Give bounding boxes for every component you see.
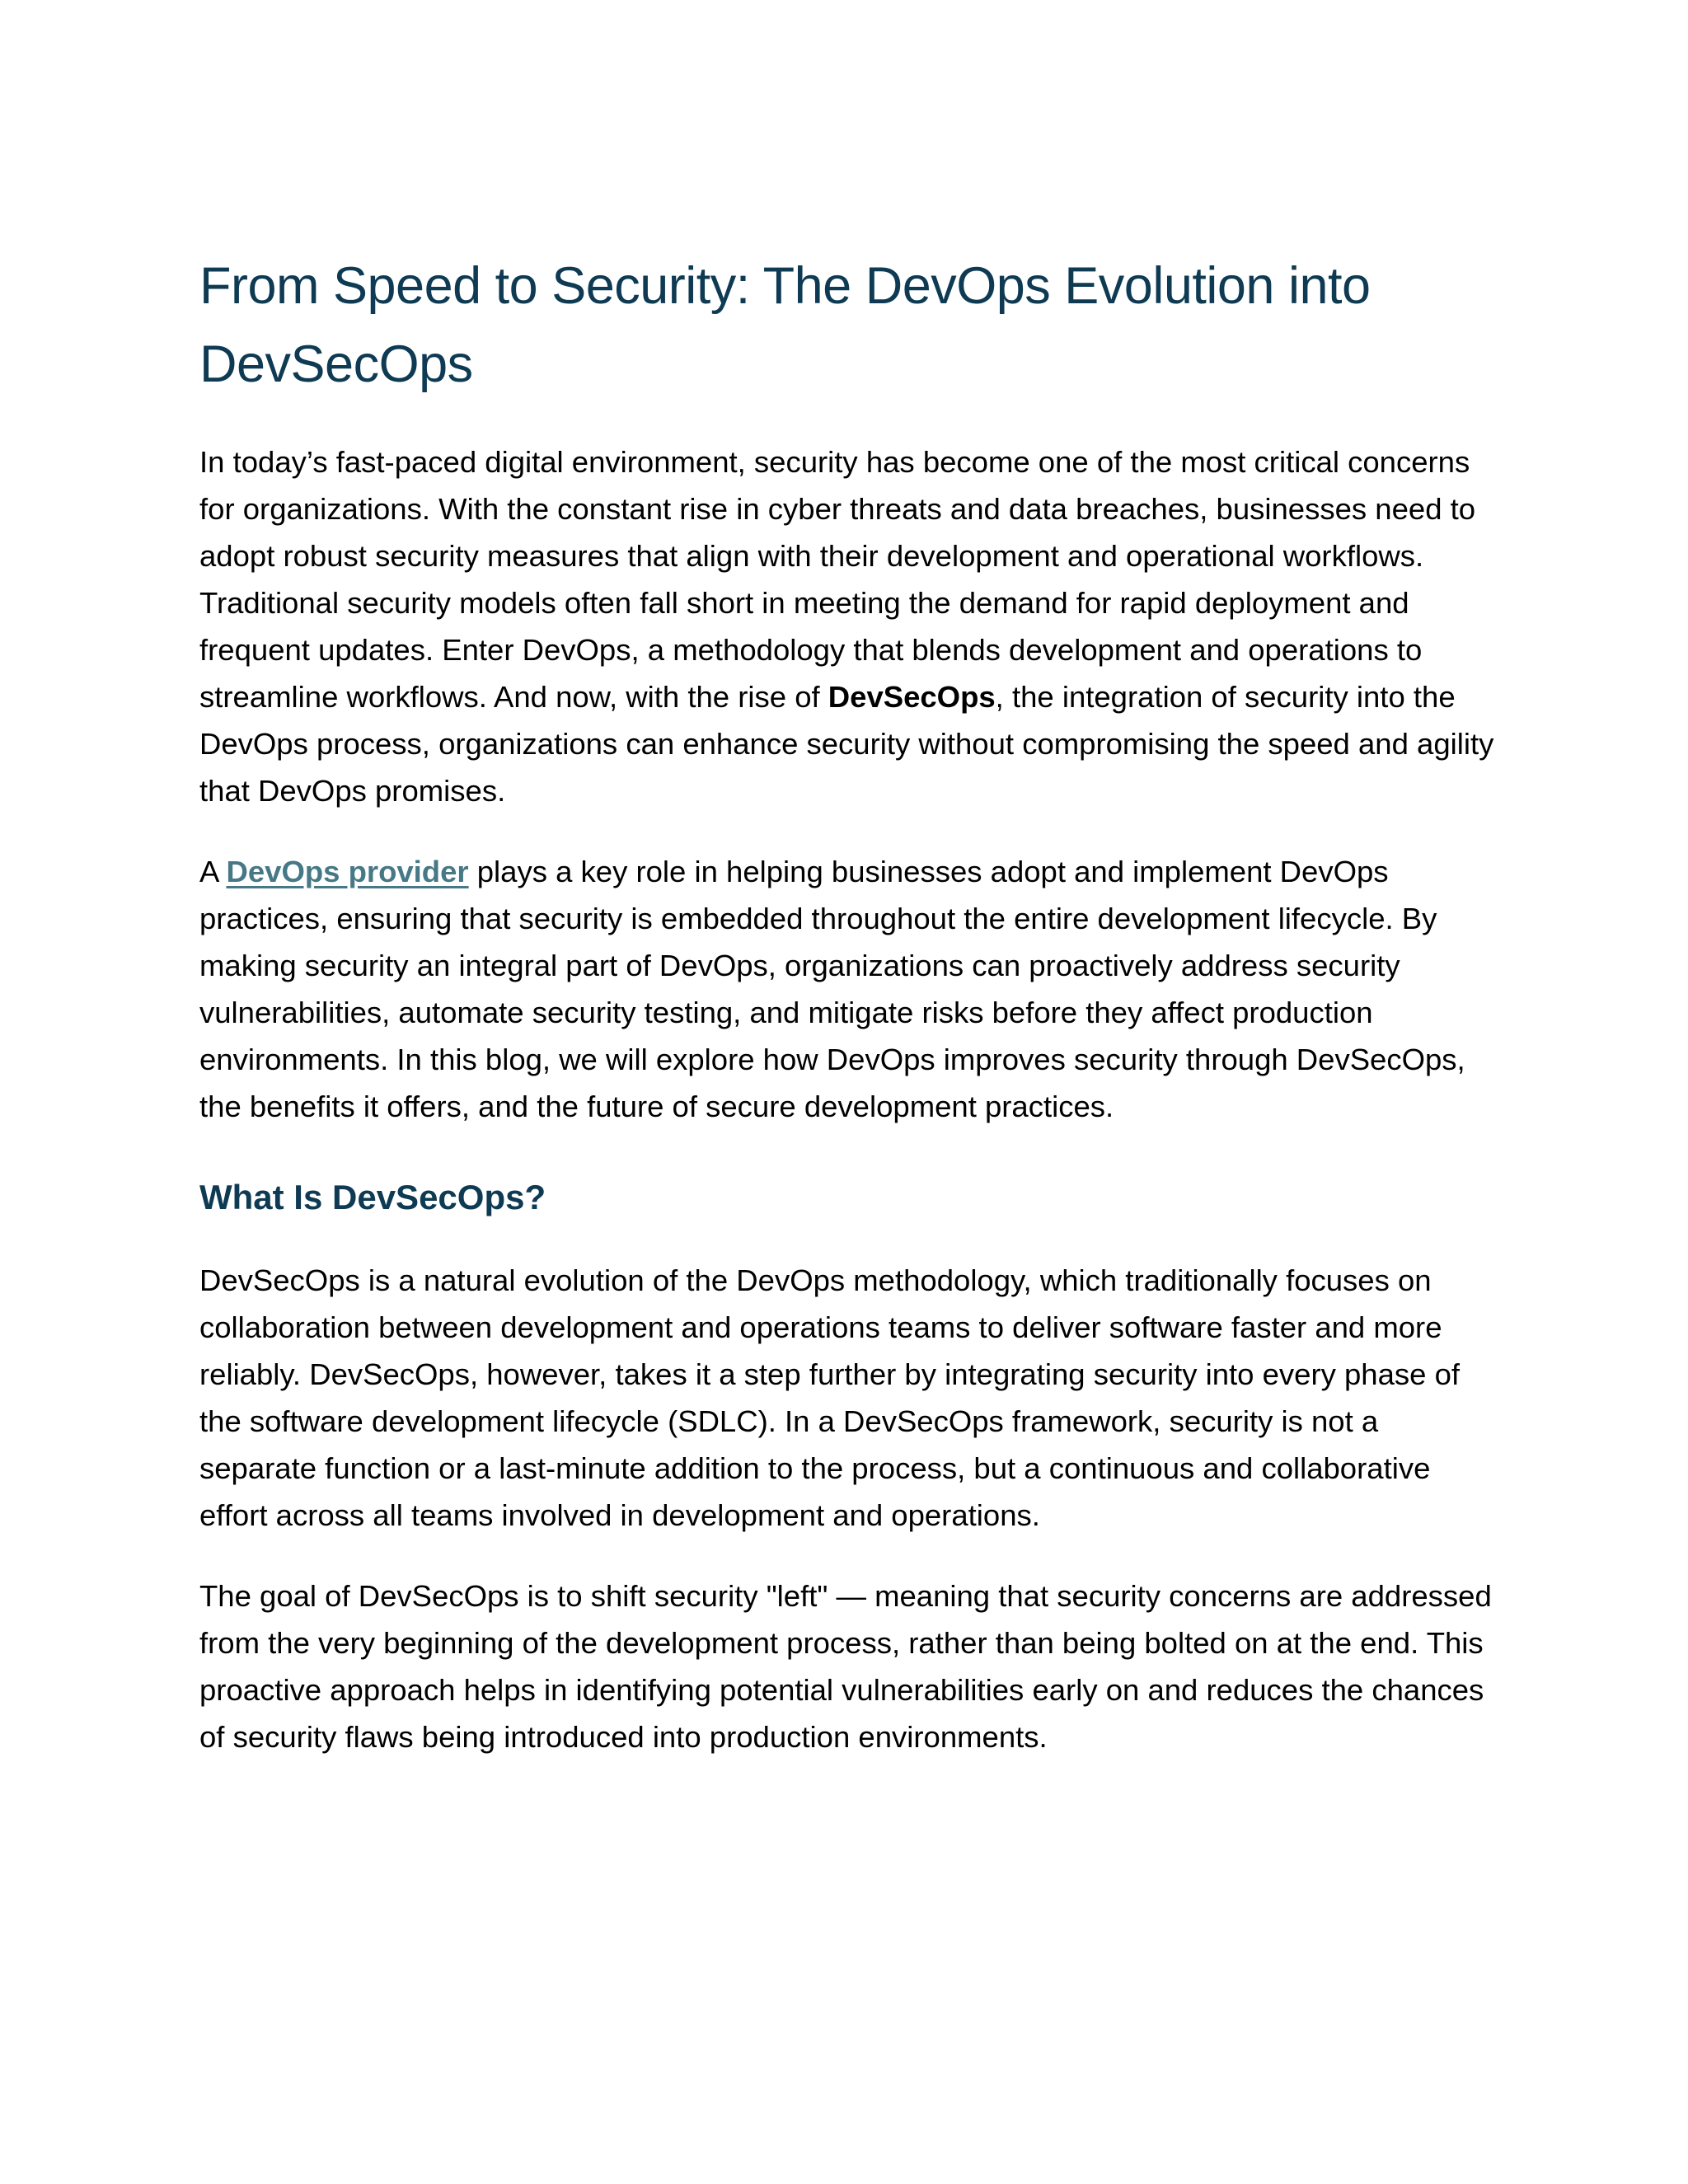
shift-left-paragraph: The goal of DevSecOps is to shift security "left" — meaning that security concerns are addressed from the very beginning of the development process, rather than being bolted on at the end. This proactive approach helps in identifying potential vulnerabilities early on and reduces the chances of security flaws being introduced into production environments. [199,1579,1492,1754]
provider-paragraph [199,848,1502,1130]
intro-text-end: , the integration of security into the DevOps process, organizations can enhance security without compromising the speed and agility that DevOps promises. [199,680,1494,808]
provider-body-text: plays a key role in helping businesses adopt and implement DevOps practices, ensuring that security is embedded throughout the entire development lifecycle. By making security an integral part of DevOps, organizations can proactively address security vulnerabilities, automate security testing, and mitigate risks before they affect production environments. In this blog, we will explore how DevOps improves security through DevSecOps, the benefits it offers, and the future of secure development practices. [199,855,1465,1123]
devops-provider-link[interactable]: DevOps provider [226,855,469,888]
intro-paragraph [199,438,1502,814]
section-heading-what-is-devsecops: What Is DevSecOps? [199,1178,546,1216]
devsecops-definition-paragraph: DevSecOps is a natural evolution of the DevOps methodology, which traditionally focuses on collaboration between development and operations teams to deliver software faster and more reliably. DevSecOps, however, takes it a step further by integrating security into every phase of the software development lifecycle (SDLC). In a DevSecOps framework, security is not a separate function or a last-minute addition to the process, but a continuous and collaborative effort across all teams involved in development and operations. [199,1263,1461,1532]
document-page [199,247,1502,1760]
devsecops-bold-term: DevSecOps [828,680,996,714]
intro-text-start: In today’s fast-paced digital environment, security has become one of the most critical concerns for organizations. With the constant rise in cyber threats and data breaches, businesses need to adopt robust security measures that align with their development and operational workflows. Traditional security models often fall short in meeting the demand for rapid deployment and frequent updates. Enter DevOps, a methodology that blends development and operations to streamline workflows. And now, with the rise of [199,445,1476,714]
page-title: From Speed to Security: The DevOps Evolution into DevSecOps [199,257,1371,393]
provider-lead-text: A [199,855,227,888]
